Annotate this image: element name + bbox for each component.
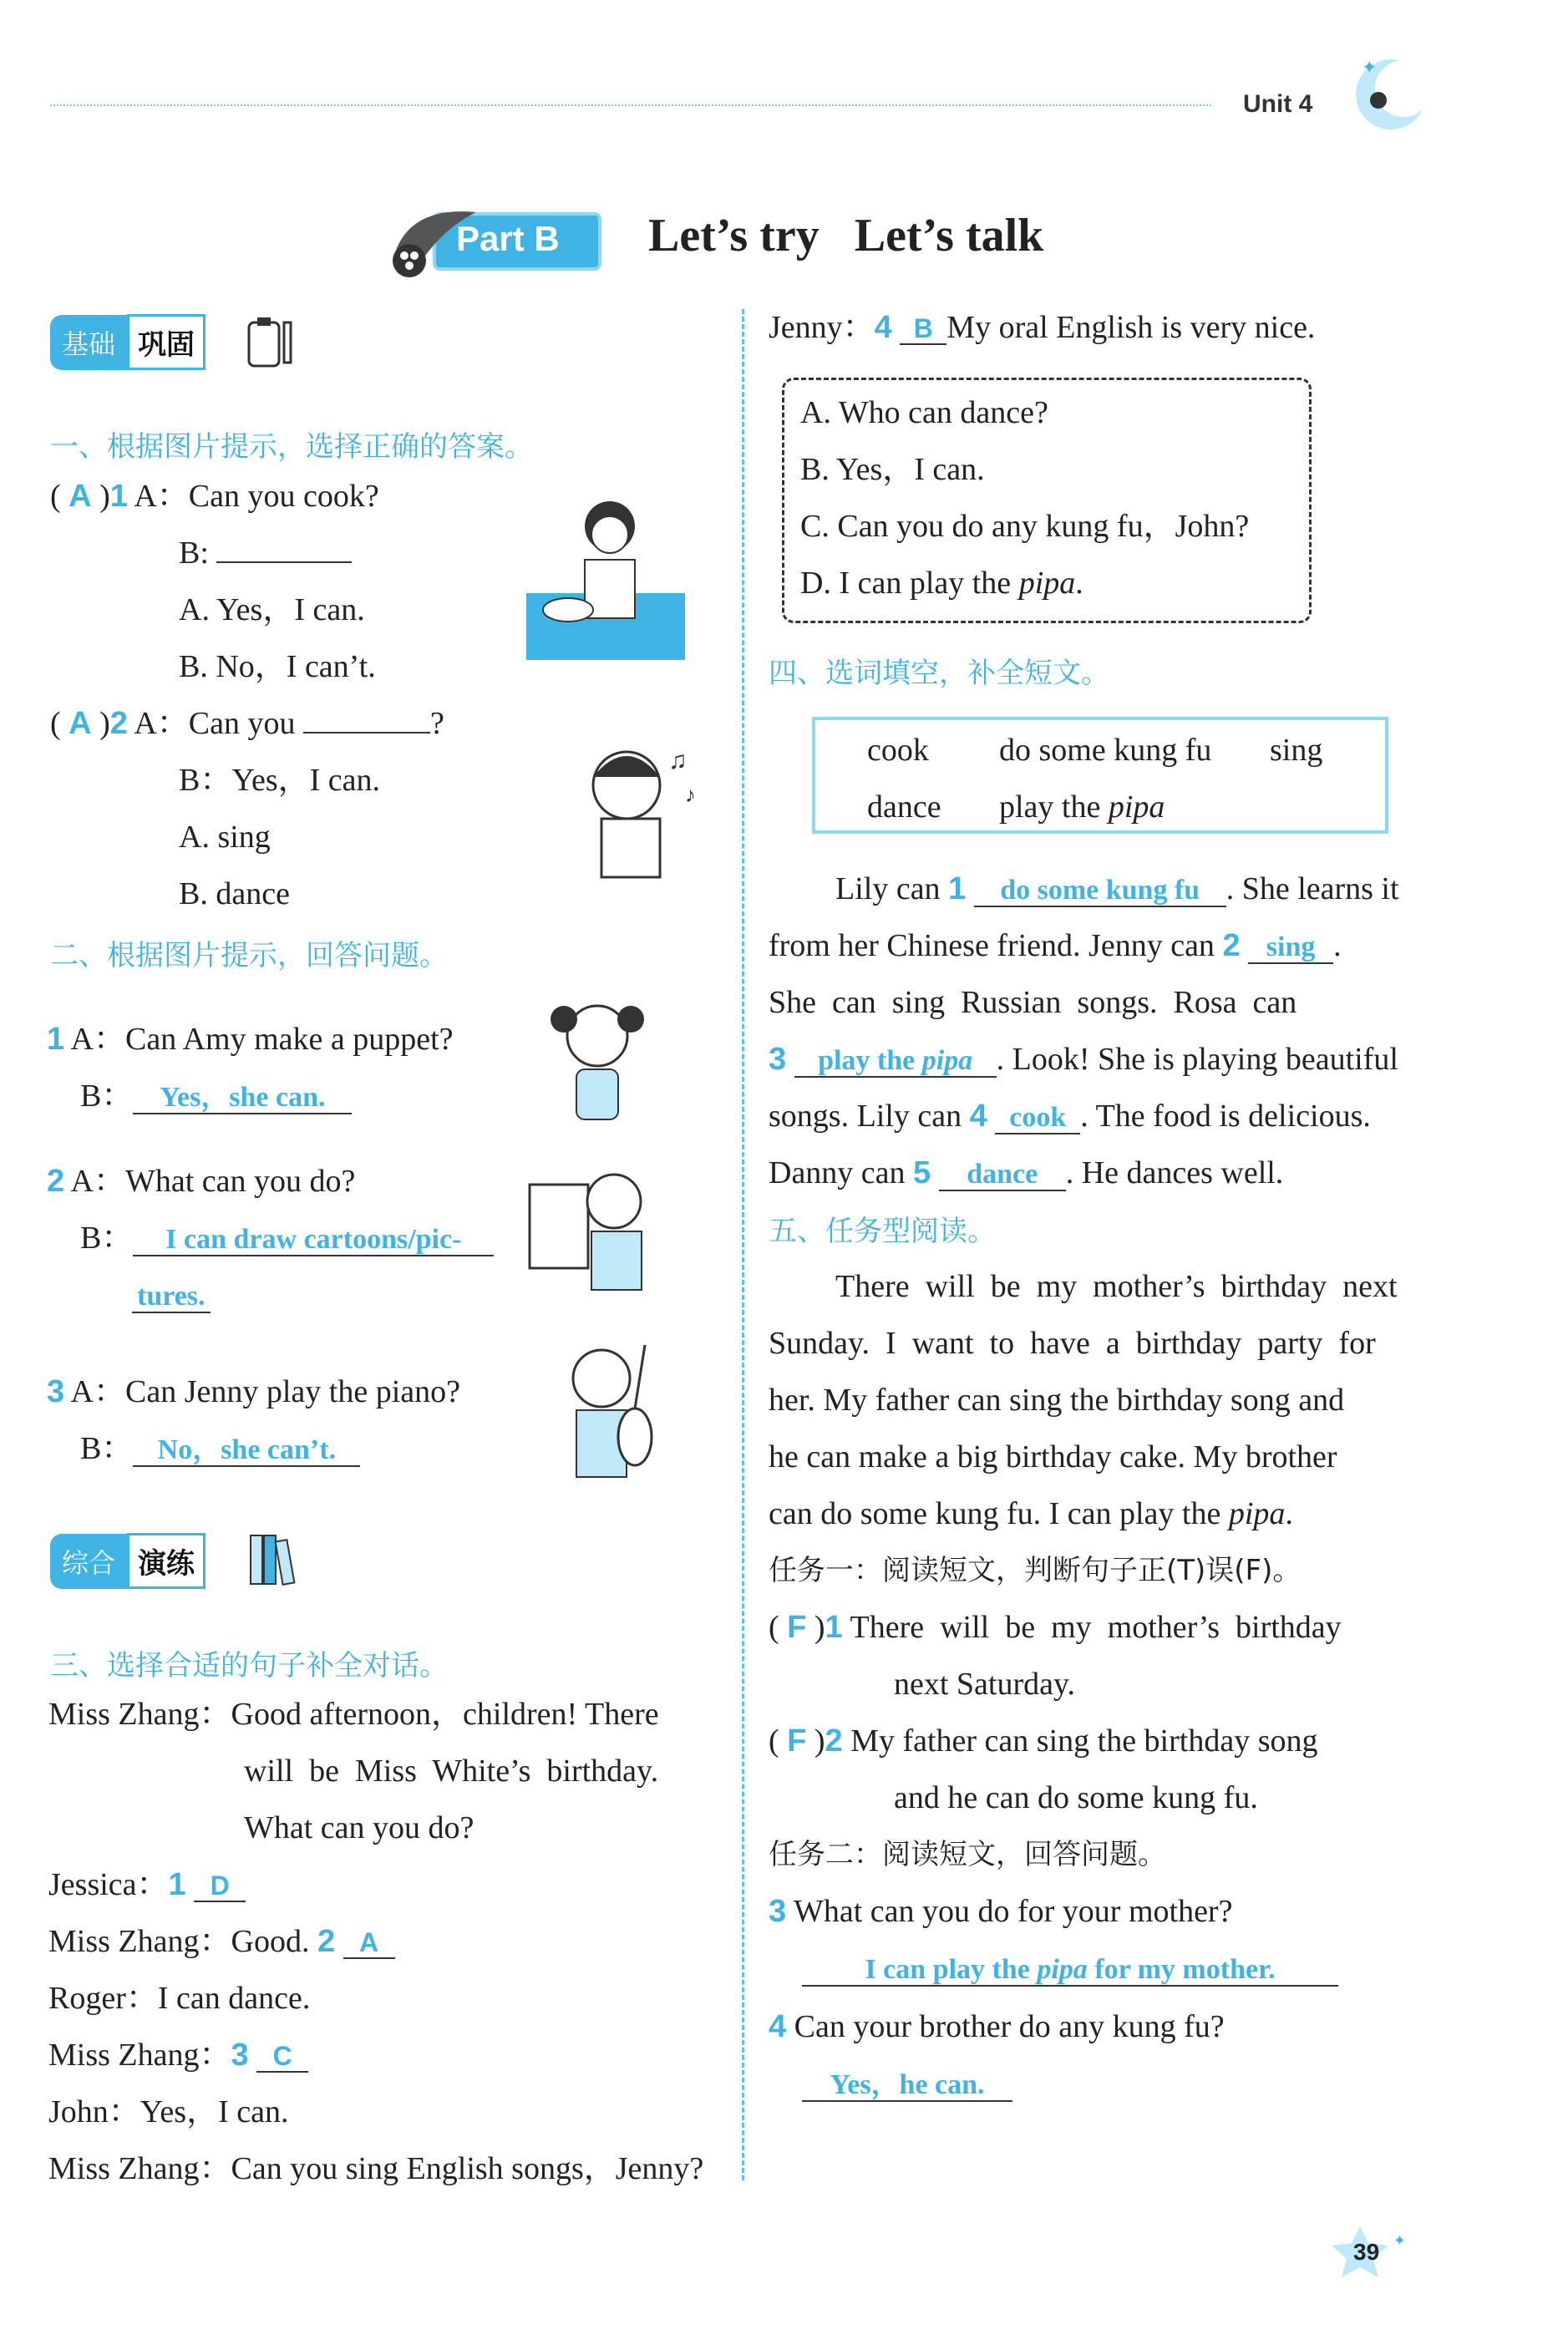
blank-number: 1 — [168, 1867, 186, 1902]
word-pipa — [999, 779, 1165, 835]
option-text: D. I can play the — [800, 566, 1019, 601]
reading-line-3: her. My father can sing the birthday song and — [769, 1383, 1345, 1418]
blank-number: 5 — [913, 1155, 931, 1190]
unit-label: Unit 4 — [1243, 90, 1313, 118]
dialog-line-1b: will be Miss White’s birthday. — [244, 1754, 659, 1789]
dialog-john: John：Yes，I can. — [48, 2094, 289, 2129]
question-number: 2 — [47, 1164, 65, 1199]
painting-girl-image — [526, 1160, 660, 1310]
text: . — [1333, 928, 1342, 963]
question-text: A：Can Amy make a puppet? — [70, 1022, 454, 1057]
reading-line-4: he can make a big birthday cake. My brother — [769, 1439, 1337, 1474]
question-number: 3 — [769, 1894, 787, 1929]
sec4-heading: 四、选词填空，补全短文。 — [769, 657, 1109, 690]
word-em: pipa — [1108, 789, 1165, 825]
badge-basic — [50, 314, 206, 370]
dialog-jenny — [769, 299, 1315, 356]
moon-logo-icon — [1345, 48, 1437, 140]
dialog-mz-2 — [48, 1913, 395, 1970]
text: . Look! She is playing beautiful — [996, 1042, 1398, 1077]
question-number: 1 — [109, 479, 128, 514]
pipa-girl-image — [543, 1337, 668, 1495]
answer[interactable]: No，she can’t. — [133, 1434, 360, 1467]
cooking-woman-image — [526, 493, 685, 660]
blank-number: 2 — [317, 1924, 336, 1959]
answer[interactable]: F — [787, 1610, 807, 1645]
dialog-mz-3 — [48, 2027, 308, 2084]
answer[interactable]: F — [787, 1723, 807, 1759]
question-text: A：Can you cook? — [134, 479, 379, 514]
sec2-q1-b — [80, 1068, 352, 1124]
answer[interactable]: dance — [939, 1159, 1066, 1191]
task2-q4 — [769, 1998, 1225, 2055]
badge-basic-a: 基础 — [50, 315, 127, 370]
badge-basic-b: 巩固 — [127, 314, 206, 370]
text: . She learns it — [1225, 871, 1399, 906]
text: . The food is delicious. — [1080, 1099, 1371, 1134]
answer[interactable]: B — [900, 314, 946, 345]
task2-q4-answer — [802, 2055, 1012, 2112]
option-em: pipa — [1018, 566, 1076, 601]
singing-girl-image — [551, 735, 718, 886]
svg-text:✦: ✦ — [1393, 2232, 1407, 2249]
question-text: There will be my mother’s birthday — [850, 1610, 1342, 1645]
speaker: Miss Zhang：Good. — [48, 1924, 310, 1959]
option-b: B. Yes，I can. — [800, 452, 985, 487]
question-text: Can your brother do any kung fu? — [794, 2009, 1225, 2044]
task2-q3-answer — [802, 1940, 1338, 1997]
badge-comp-b: 演练 — [127, 1533, 206, 1589]
part-badge — [384, 204, 603, 279]
answer[interactable] — [794, 1045, 997, 1078]
dialog-roger: Roger：I can dance. — [48, 1981, 311, 2016]
question-text: A：What can you do? — [70, 1164, 356, 1199]
svg-text:✦: ✦ — [1362, 57, 1378, 78]
task2-q3 — [769, 1883, 1232, 1940]
dialog-line-1c: What can you do? — [244, 1810, 474, 1845]
task1-q2-line2: and he can do some kung fu. — [894, 1780, 1258, 1815]
speaker-b: B： — [80, 1431, 134, 1466]
passage-line-4 — [769, 1031, 1398, 1088]
sec3-heading: 三、选择合适的句子补全对话。 — [50, 1649, 448, 1683]
blank-number: 4 — [969, 1099, 987, 1134]
word-dance: dance — [867, 789, 941, 825]
sec1-q2-b: B：Yes，I can. — [179, 763, 381, 798]
option-period: . — [1075, 566, 1083, 601]
text: can do some kung fu. I can play the — [769, 1496, 1229, 1531]
speaker-b: B： — [80, 1221, 134, 1256]
answer[interactable]: D — [194, 1871, 246, 1902]
passage-line-3: She can sing Russian songs. Rosa can — [769, 985, 1297, 1020]
books-icon — [247, 1530, 306, 1593]
answer-cont[interactable]: tures. — [132, 1281, 211, 1313]
question-text: A：Can Jenny play the piano? — [70, 1374, 460, 1409]
blank-number: 4 — [874, 310, 892, 345]
task2-heading: 任务二：阅读短文，回答问题。 — [769, 1838, 1166, 1871]
task1-q1-line2: next Saturday. — [894, 1667, 1076, 1702]
puppet-girl-image — [535, 994, 660, 1136]
option-a: A. Yes，I can. — [179, 592, 365, 627]
speaker: Miss Zhang： — [48, 2038, 231, 2073]
blank-number: 3 — [769, 1042, 787, 1077]
speaker-b: B： — [80, 1079, 134, 1114]
word-kungfu: do some kung fu — [999, 733, 1212, 768]
sec2-heading: 二、根据图片提示，回答问题。 — [50, 939, 448, 972]
svg-text:♪: ♪ — [685, 783, 696, 807]
word-cook: cook — [867, 733, 929, 768]
badge-comp-a: 综合 — [50, 1534, 127, 1589]
option-b: B. No，I can’t. — [179, 649, 376, 684]
answer[interactable]: I can draw cartoons/pic- — [133, 1224, 494, 1256]
text: . He dances well. — [1065, 1155, 1284, 1190]
blank[interactable] — [303, 702, 430, 733]
text: songs. Lily can — [769, 1099, 962, 1134]
question-number: 1 — [825, 1610, 843, 1645]
blank-number: 3 — [231, 2038, 249, 2073]
sec1-heading: 一、根据图片提示，选择正确的答案。 — [50, 430, 533, 464]
dialog-text: My oral English is very nice. — [946, 310, 1316, 345]
sec1-q1: ( A )1 A：Can you cook? — [50, 479, 379, 514]
answer: A — [69, 479, 92, 514]
sec2-q2-b2 — [132, 1266, 211, 1323]
page-number: 39 — [1353, 2239, 1380, 2265]
sec1-q1-b — [179, 525, 352, 581]
clipboard-icon — [244, 314, 302, 377]
question-text: My father can sing the birthday song — [850, 1723, 1318, 1759]
option-b: B. dance — [179, 876, 290, 911]
text: Danny can — [769, 1155, 906, 1190]
answer[interactable]: Yes，she can. — [133, 1082, 352, 1114]
sec2-q2 — [47, 1153, 355, 1210]
sec2-q2-b — [80, 1210, 494, 1266]
option-a: A. sing — [179, 820, 271, 855]
sec2-q3-b — [80, 1420, 360, 1477]
sec2-q3 — [47, 1363, 460, 1420]
question-number: 2 — [109, 706, 128, 741]
sec2-q1 — [47, 1011, 454, 1068]
text: Lily can — [835, 871, 941, 906]
blank-number: 1 — [948, 871, 967, 906]
text-em: pipa — [1228, 1496, 1286, 1531]
question-number: 1 — [47, 1022, 65, 1057]
part-label: Part B — [456, 219, 560, 258]
task1-heading: 任务一：阅读短文，判断句子正(T)误(F)。 — [769, 1554, 1302, 1587]
task1-q1: ( F )1 There will be my mother’s birthday — [769, 1610, 1342, 1645]
passage-line-6 — [769, 1145, 1283, 1201]
badge-comprehensive — [50, 1533, 206, 1589]
passage-line-2 — [769, 917, 1342, 974]
column-divider — [742, 309, 744, 2180]
reading-line-2: Sunday. I want to have a birthday party for — [769, 1326, 1376, 1361]
speaker-b: B: — [179, 535, 209, 571]
sec1-q2: ( A )2 A：Can you ? — [50, 695, 444, 752]
header-rule — [50, 104, 1211, 106]
speaker: Jessica： — [48, 1867, 169, 1902]
question-number: 3 — [47, 1374, 65, 1409]
question-end: ? — [429, 706, 444, 741]
blank-number: 2 — [1222, 928, 1241, 963]
option-c: C. Can you do any kung fu，John? — [800, 509, 1250, 544]
page-title: Let’s try Let’s talk — [648, 210, 1044, 261]
answer[interactable]: A — [343, 1928, 395, 1959]
passage-line-5 — [769, 1088, 1371, 1145]
task1-q2: ( F )2 My father can sing the birthday song — [769, 1723, 1318, 1759]
dialog-mz-4: Miss Zhang：Can you sing English songs，Jenny? — [48, 2151, 704, 2186]
reading-line-5 — [769, 1485, 1293, 1542]
sec5-heading: 五、任务型阅读。 — [769, 1215, 996, 1248]
dialog-line-1a: Miss Zhang：Good afternoon，children! There — [48, 1697, 659, 1732]
option-a: A. Who can dance? — [800, 395, 1048, 430]
option-d — [800, 555, 1083, 612]
answer[interactable]: do some kung fu — [974, 875, 1226, 907]
speaker: Jenny： — [769, 310, 875, 345]
answer-text: I can play the — [865, 1954, 1038, 1985]
word-sing: sing — [1270, 733, 1323, 768]
passage-line-1 — [835, 860, 1399, 917]
answer[interactable]: C — [256, 2042, 308, 2073]
answer[interactable]: cook — [995, 1102, 1080, 1134]
text-end: . — [1285, 1496, 1293, 1531]
reading-line-1: There will be my mother’s birthday next — [835, 1269, 1398, 1304]
question-text: A：Can you — [134, 706, 296, 741]
text: from her Chinese friend. Jenny can — [769, 928, 1215, 963]
answer-em: pipa — [1037, 1954, 1088, 1985]
answer: A — [69, 706, 92, 741]
answer-text: play the — [818, 1045, 922, 1076]
dialog-jessica — [48, 1856, 246, 1913]
answer-text-end: for my mother. — [1087, 1954, 1276, 1985]
answer[interactable]: sing — [1248, 931, 1333, 964]
answer[interactable] — [802, 1954, 1338, 1987]
answer[interactable]: Yes，he can. — [802, 2069, 1012, 2102]
question-number: 2 — [825, 1723, 843, 1759]
svg-text:♫: ♫ — [668, 747, 688, 774]
question-text: What can you do for your mother? — [793, 1894, 1233, 1929]
blank[interactable] — [216, 531, 352, 563]
answer-em: pipa — [921, 1045, 973, 1076]
word-text: play the — [999, 789, 1109, 825]
question-number: 4 — [769, 2009, 787, 2044]
